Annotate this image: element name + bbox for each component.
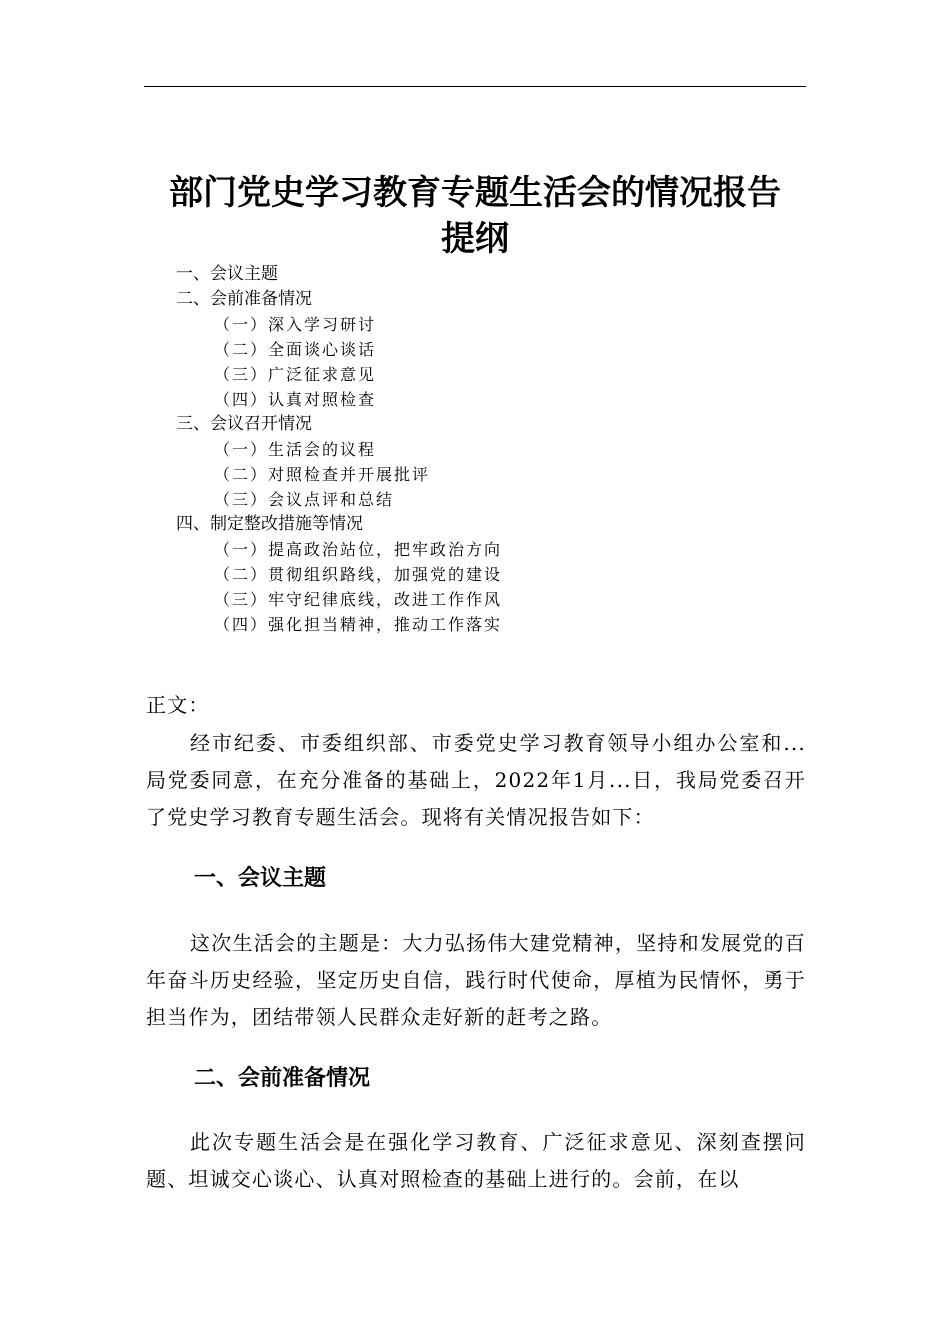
outline-section-4: 四、制定整改措施等情况	[176, 514, 363, 534]
outline-section-2: 二、会前准备情况	[176, 289, 312, 309]
outline-item: （三）会议点评和总结	[214, 490, 395, 509]
document-title-line2: 提纲	[441, 219, 509, 259]
outline-item: （四）强化担当精神，推动工作落实	[214, 615, 503, 634]
body-label: 正文：	[146, 693, 210, 717]
outline-item: （二）对照检查并开展批评	[214, 465, 431, 484]
outline	[176, 262, 776, 637]
outline-item: （一）深入学习研讨	[214, 315, 377, 334]
outline-item: （二）贯彻组织路线，加强党的建设	[214, 565, 503, 584]
outline-item: （三）牢守纪律底线，改进工作作风	[214, 590, 503, 609]
section-heading-1: 一、会议主题	[194, 866, 327, 891]
header-rule	[144, 86, 806, 87]
section1-paragraph: 这次生活会的主题是：大力弘扬伟大建党精神，坚持和发展党的百年奋斗历史经验，坚定历史自信，践行时代使命，厚植为民情怀，勇于担当作为，团结带领人民群众走好新的赶考之路。	[146, 931, 806, 1029]
section2-paragraph: 此次专题生活会是在强化学习教育、广泛征求意见、深刻查摆问题、坦诚交心谈心、认真对照检查的基础上进行的。会前，在以	[146, 1130, 806, 1191]
outline-item: （二）全面谈心谈话	[214, 340, 377, 359]
outline-item: （三）广泛征求意见	[214, 365, 377, 384]
intro-paragraph: 经市纪委、市委组织部、市委党史学习教育领导小组办公室和...局党委同意，在充分准备的基础上，2022年1月...日，我局党委召开了党史学习教育专题生活会。现将有关情况报告如下：	[146, 731, 806, 829]
outline-item: （四）认真对照检查	[214, 390, 377, 409]
outline-item: （一）提高政治站位，把牢政治方向	[214, 540, 503, 559]
outline-item: （一）生活会的议程	[214, 440, 377, 459]
document-title-line1: 部门党史学习教育专题生活会的情况报告	[169, 173, 781, 213]
section-heading-2: 二、会前准备情况	[194, 1066, 371, 1091]
outline-section-3: 三、会议召开情况	[176, 414, 312, 434]
outline-section-1: 一、会议主题	[176, 264, 278, 284]
